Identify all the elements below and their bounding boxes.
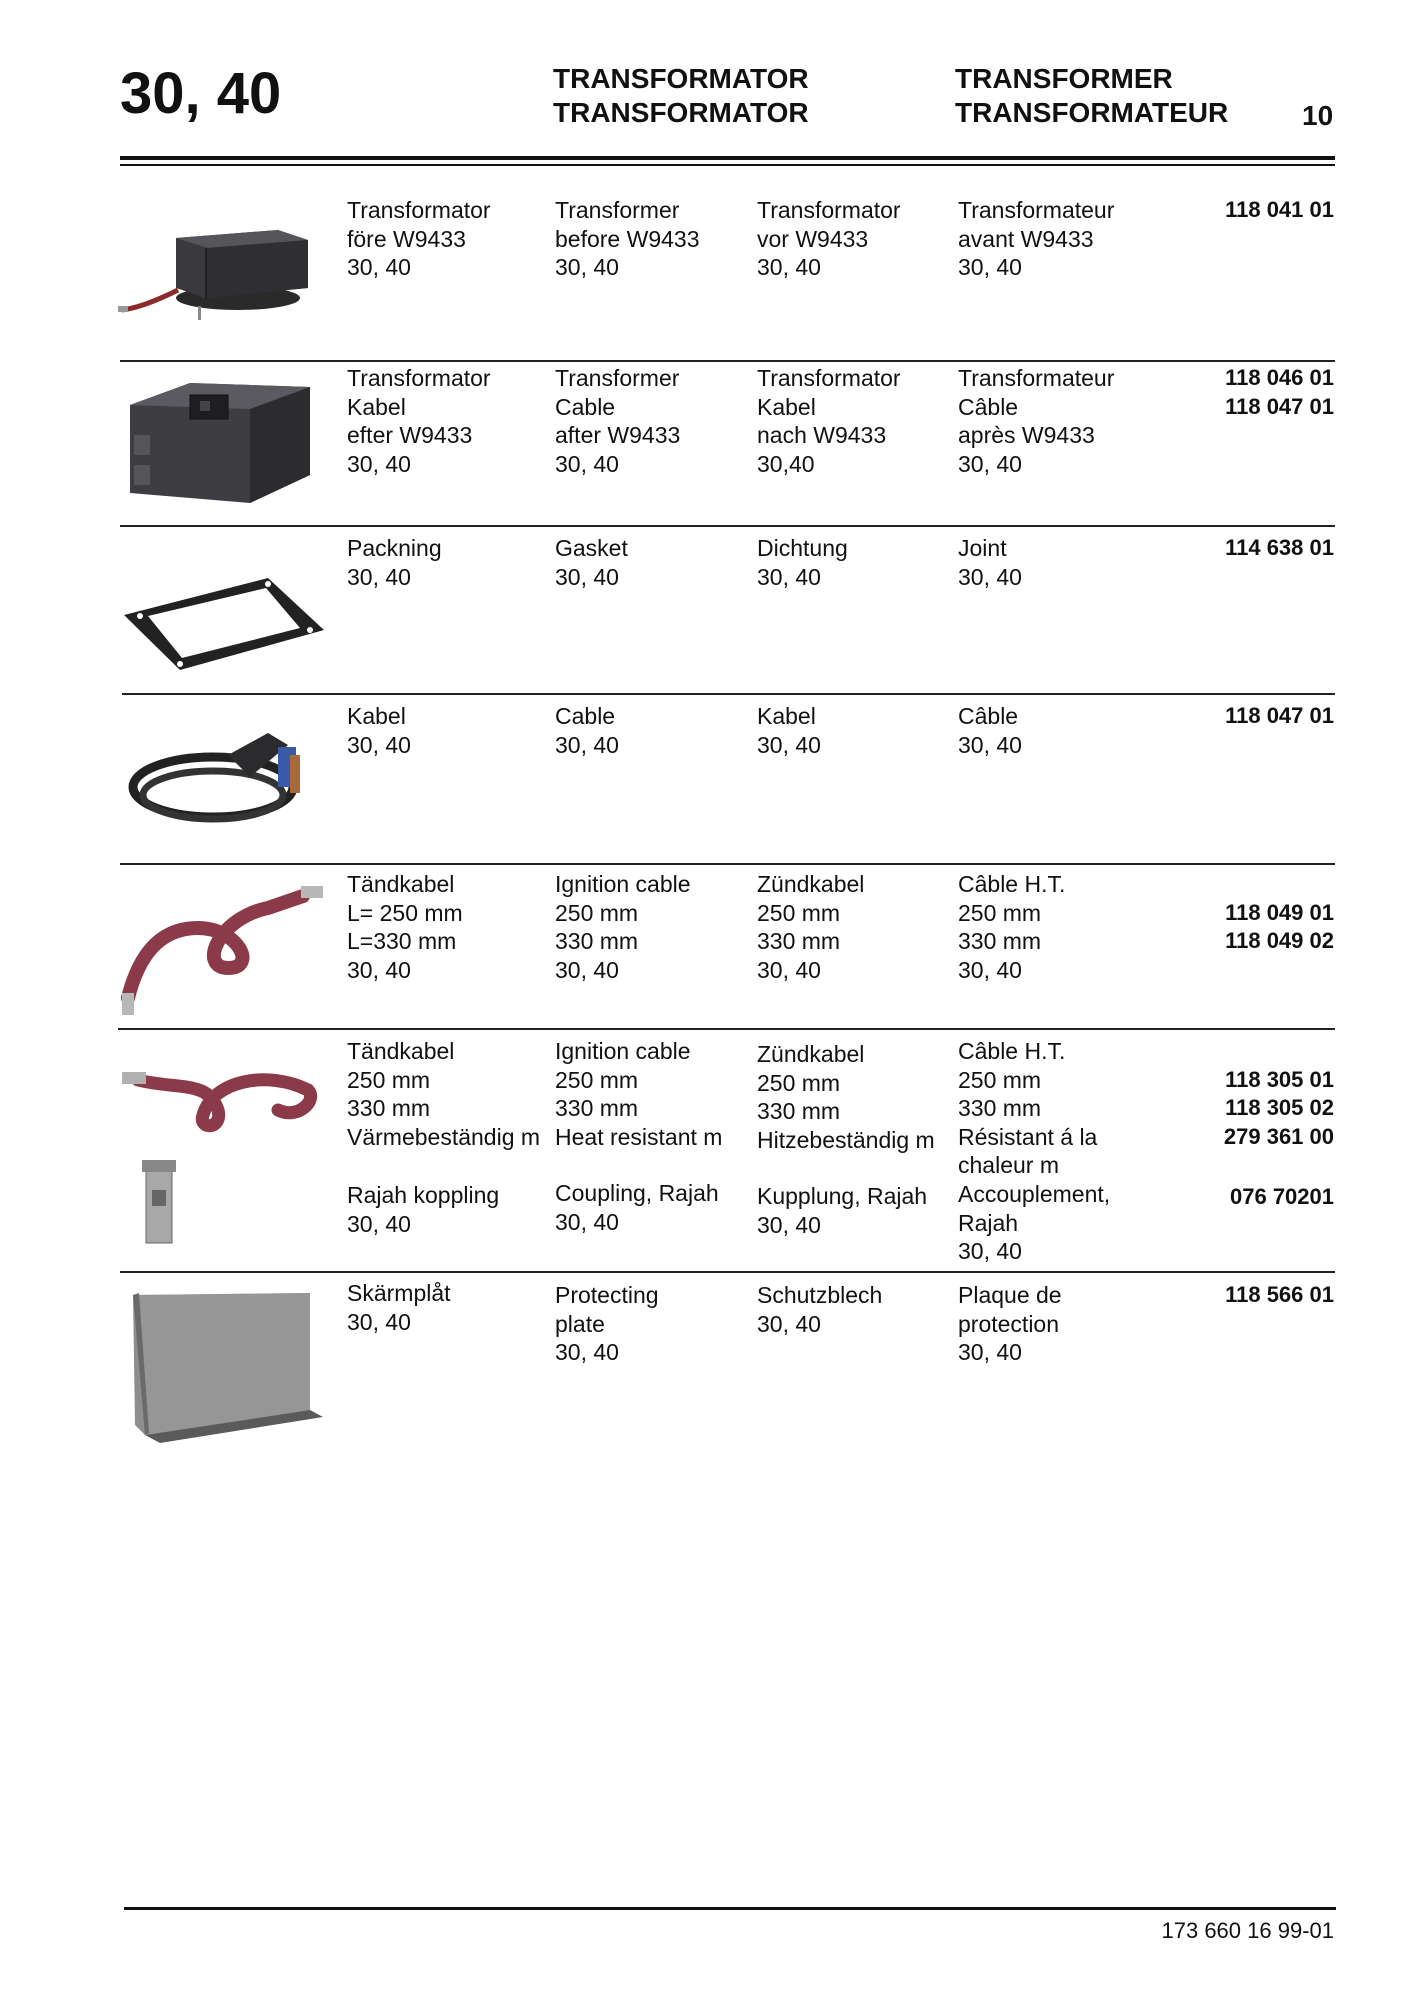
description-english [555, 870, 691, 984]
text-line: 30, 40 [555, 1339, 619, 1366]
description-english [555, 534, 628, 591]
description-swedish [347, 702, 411, 759]
part-number [1225, 1281, 1334, 1310]
text-line: 118 046 01 [1225, 365, 1334, 390]
text-line: Ignition cable [555, 871, 691, 897]
text-line: 30, 40 [958, 731, 1022, 758]
text-line: 118 041 01 [1225, 197, 1334, 222]
part-number [1224, 1037, 1334, 1212]
protecting-plate-icon [125, 1285, 325, 1445]
text-line: Kabel [347, 703, 406, 729]
text-line: 118 047 01 [1225, 703, 1334, 728]
text-line: Tändkabel [347, 1038, 455, 1064]
text-line: 30, 40 [347, 563, 411, 590]
row-divider [122, 693, 1335, 695]
text-line: Coupling, Rajah [555, 1180, 719, 1207]
text-line: Gasket [555, 535, 628, 561]
text-line: 30, 40 [347, 254, 411, 281]
text-line: efter W9433 [347, 422, 473, 449]
document-number: 173 660 16 99-01 [1161, 1918, 1334, 1943]
text-line: 279 361 00 [1223, 1123, 1334, 1149]
description-french [958, 870, 1065, 984]
text-line: Câble H.T. [958, 1038, 1066, 1064]
text-line: 118 305 01 [1225, 1066, 1334, 1092]
title-line: TRANSFORMATOR [553, 97, 809, 128]
text-line: Transformator [347, 197, 491, 223]
text-line: après W9433 [958, 422, 1095, 449]
title-english-french [955, 62, 1228, 130]
text-line: L= 250 mm [347, 899, 463, 926]
part-number [1225, 534, 1334, 563]
part-number [1225, 196, 1334, 225]
text-line: Rajah [958, 1209, 1019, 1236]
text-line: Dichtung [757, 535, 848, 561]
text-line: 250 mm [958, 899, 1042, 926]
description-swedish [347, 870, 463, 984]
text-line: 30, 40 [555, 563, 619, 590]
description-french [958, 534, 1022, 591]
row-divider [120, 863, 1335, 865]
text-line: 30, 40 [958, 450, 1022, 477]
transformer-icon [118, 218, 328, 328]
transformer-with-socket-icon [120, 375, 320, 510]
text-line: 250 mm [347, 1066, 431, 1093]
description-swedish [347, 196, 491, 282]
text-line: Joint [958, 535, 1007, 561]
description-french [958, 702, 1022, 759]
description-swedish [347, 1037, 540, 1239]
text-line: Packning [347, 535, 442, 561]
text-line: Cable [555, 703, 616, 729]
text-line: vor W9433 [757, 225, 869, 252]
text-line: 30, 40 [555, 254, 619, 281]
ignition-cable-icon [118, 878, 328, 1018]
title-line: TRANSFORMATOR [553, 63, 809, 94]
footer-rule [124, 1907, 1336, 1910]
text-line: 30, 40 [958, 563, 1022, 590]
header-rule-thin [120, 164, 1335, 166]
description-french [958, 1281, 1062, 1367]
header-rule-thick [120, 156, 1335, 160]
part-number [1225, 702, 1334, 731]
text-line: 250 mm [555, 899, 639, 926]
text-line: protection [958, 1310, 1060, 1337]
description-english [555, 1281, 659, 1367]
text-line: 30,40 [757, 450, 815, 477]
text-line: 30, 40 [555, 450, 619, 477]
text-line: 250 mm [555, 1066, 639, 1093]
text-line: 30, 40 [757, 1310, 821, 1337]
title-line: TRANSFORMER [955, 63, 1173, 94]
text-line: Hitzebeständig m [757, 1126, 935, 1153]
text-line: 330 mm [958, 928, 1042, 955]
text-line: 30, 40 [958, 254, 1022, 281]
row-divider [118, 1028, 1335, 1030]
text-line: 250 mm [958, 1066, 1042, 1093]
description-german [757, 702, 821, 759]
text-line: 30, 40 [958, 1238, 1022, 1265]
text-line: 330 mm [958, 1095, 1042, 1122]
description-german [757, 364, 901, 478]
description-swedish [347, 1279, 451, 1336]
text-line: 114 638 01 [1225, 535, 1334, 560]
description-german [757, 534, 848, 591]
row-divider [120, 360, 1335, 362]
description-english [555, 702, 619, 759]
text-line: 30, 40 [757, 731, 821, 758]
text-line: 118 049 01 [1225, 899, 1334, 925]
text-line: Transformator [347, 365, 491, 391]
text-line: Transformer [555, 197, 680, 223]
text-line: Câble H.T. [958, 871, 1066, 897]
text-line: Zündkabel [757, 871, 865, 897]
text-line: nach W9433 [757, 422, 887, 449]
ignition-cable-and-coupling-icon [118, 1050, 328, 1250]
description-german [757, 1281, 882, 1338]
text-line: 330 mm [347, 1095, 431, 1122]
text-line: Transformator [757, 197, 901, 223]
text-line: 118 047 01 [1225, 393, 1334, 419]
text-line [1225, 870, 1334, 899]
text-line: Câble [958, 393, 1019, 420]
text-line: Transformer [555, 365, 680, 391]
text-line: 330 mm [555, 928, 639, 955]
text-line: Transformator [757, 365, 901, 391]
text-line: before W9433 [555, 225, 700, 252]
description-swedish [347, 364, 491, 478]
text-line: 30, 40 [757, 956, 821, 983]
text-line: 250 mm [757, 1069, 841, 1096]
part-number [1225, 364, 1334, 421]
description-french [958, 196, 1114, 282]
text-line: 30, 40 [757, 1211, 821, 1238]
text-line: 330 mm [757, 1098, 841, 1125]
text-line: L=330 mm [347, 928, 457, 955]
text-line: 076 70201 [1230, 1184, 1334, 1210]
text-line: 250 mm [757, 899, 841, 926]
page-number: 10 [1302, 100, 1334, 131]
description-french [958, 1037, 1110, 1266]
text-line: Câble [958, 703, 1019, 729]
title-swedish-german [553, 62, 809, 130]
text-line: Heat resistant m [555, 1123, 723, 1150]
text-line: Skärmplåt [347, 1280, 451, 1306]
text-line: 330 mm [555, 1095, 639, 1122]
text-line: after W9433 [555, 422, 681, 449]
description-german [757, 870, 864, 984]
text-line: 30, 40 [555, 956, 619, 983]
text-line: före W9433 [347, 225, 466, 252]
text-line: Résistant á la [958, 1123, 1098, 1150]
part-number [1225, 870, 1334, 956]
text-line: Värmebeständig m [347, 1123, 541, 1150]
description-german [757, 1040, 935, 1240]
model-number: 30, 40 [120, 61, 282, 126]
text-line: Kupplung, Rajah [757, 1183, 928, 1210]
text-line: avant W9433 [958, 225, 1094, 252]
cable-icon [118, 725, 328, 835]
description-swedish [347, 534, 442, 591]
text-line: chaleur m [958, 1152, 1059, 1179]
row-divider [120, 525, 1335, 527]
text-line: 30, 40 [347, 731, 411, 758]
text-line: 30, 40 [958, 1339, 1022, 1366]
text-line: Zündkabel [757, 1041, 865, 1067]
text-line: Kabel [347, 393, 406, 420]
text-line: Cable [555, 393, 616, 420]
row-divider [120, 1271, 1335, 1273]
text-line: Rajah koppling [347, 1182, 500, 1209]
text-line: Tändkabel [347, 871, 455, 897]
description-french [958, 364, 1114, 478]
text-line: 30, 40 [757, 563, 821, 590]
text-line: Transformateur [958, 365, 1115, 391]
description-english [555, 196, 699, 282]
text-line: Kabel [757, 393, 816, 420]
text-line: Accouplement, [958, 1180, 1111, 1207]
text-line: plate [555, 1310, 605, 1337]
text-line: 30, 40 [958, 956, 1022, 983]
text-line: 330 mm [757, 928, 841, 955]
gasket-icon [118, 570, 328, 675]
text-line: 30, 40 [347, 1308, 411, 1335]
text-line: 118 049 02 [1225, 928, 1334, 954]
text-line: Transformateur [958, 197, 1115, 223]
text-line: Kabel [757, 703, 816, 729]
text-line: 118 305 02 [1225, 1095, 1334, 1121]
text-line: 118 566 01 [1225, 1282, 1334, 1307]
text-line: Schutzblech [757, 1282, 883, 1308]
text-line: 30, 40 [347, 1210, 411, 1237]
text-line: 30, 40 [555, 1208, 619, 1235]
description-english [555, 1037, 722, 1237]
text-line: 30, 40 [555, 731, 619, 758]
text-line: Protecting [555, 1282, 659, 1308]
text-line: 30, 40 [347, 450, 411, 477]
title-line: TRANSFORMATEUR [955, 97, 1229, 128]
text-line: Plaque de [958, 1282, 1062, 1308]
text-line: Ignition cable [555, 1038, 691, 1064]
description-english [555, 364, 680, 478]
description-german [757, 196, 901, 282]
text-line: 30, 40 [757, 254, 821, 281]
text-line: 30, 40 [347, 956, 411, 983]
